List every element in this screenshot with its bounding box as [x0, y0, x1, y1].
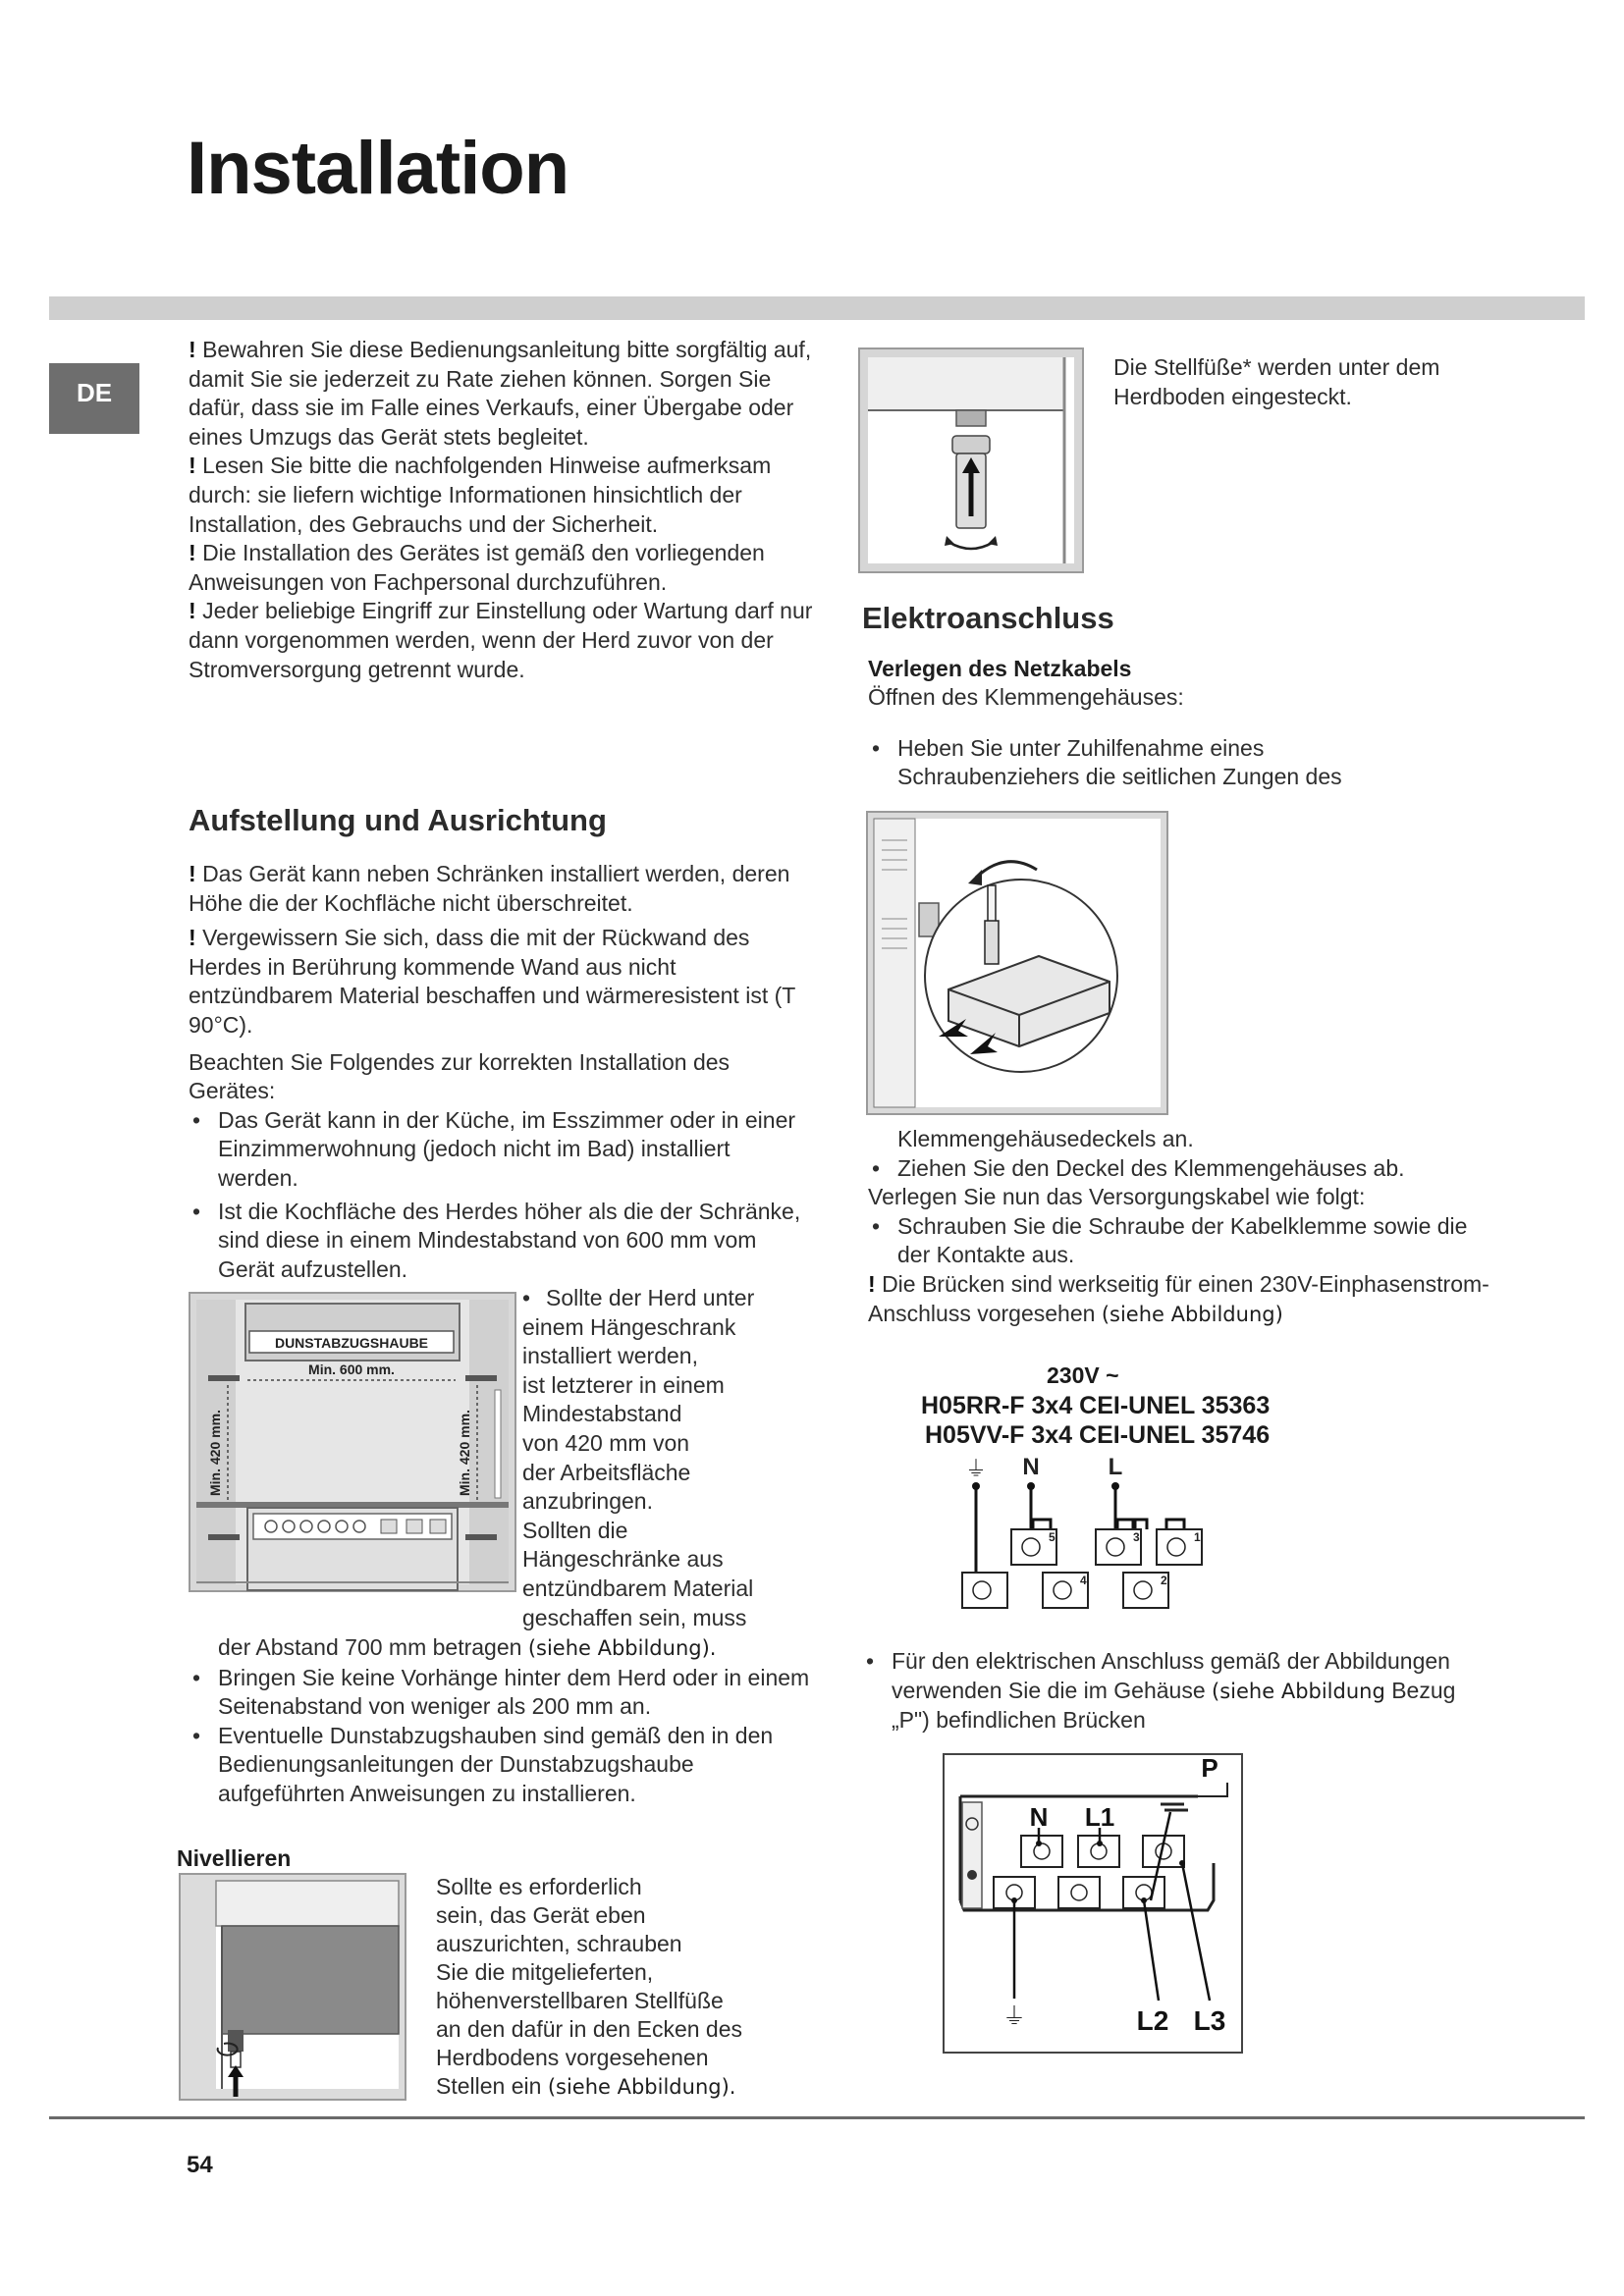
height-label-right: Min. 420 mm.	[457, 1410, 472, 1496]
terminal-number: 3	[1133, 1530, 1140, 1544]
bullet-line: einem Hängeschrank	[522, 1313, 736, 1340]
earth-symbol: ⏚	[964, 1458, 988, 1482]
bullet-hanging-cabinet	[522, 1284, 817, 1632]
heading-electric: Elektroanschluss	[862, 601, 1114, 635]
terminal-block-diagram	[952, 1451, 1237, 1631]
heading-cable: Verlegen des Netzkabels	[868, 656, 1132, 681]
warning-paragraph: ! Die Installation des Gerätes ist gemäß den vorliegenden Anweisungen von Fachpersonal durchzuführen.	[189, 540, 765, 595]
warning-paragraph: ! Lesen Sie bitte die nachfolgenden Hinweise aufmerksam durch: sie liefern wichtige Informationen hinsichtlich der Installation, des Gebrauchs und der Sicherheit.	[189, 453, 772, 537]
bullet-line: • Sollte der Herd unter	[522, 1285, 755, 1310]
setup-section-cont	[189, 1633, 827, 1809]
bullet-line: ist letzterer in einem	[522, 1371, 725, 1398]
bridge-connection-diagram	[943, 1753, 1243, 2054]
electric-steps	[868, 1125, 1496, 1329]
hood-label: DUNSTABZUGSHAUBE	[274, 1335, 429, 1351]
warning-paragraph: ! Bewahren Sie diese Bedienungsanleitung bitte sorgfältig auf, damit Sie sie jederzeit zu Rate ziehen können. Sorgen Sie dafür, dass sie im Falle eines Verkaufs, einer Übergabe oder eines Umzugs das Gerät stets begleitet.	[189, 337, 812, 450]
route-intro: Verlegen Sie nun das Versorgungskabel wie folgt:	[868, 1184, 1366, 1210]
bullet-line: Sollten die	[522, 1517, 628, 1543]
leveling-line: Sollte es erforderlich	[436, 1874, 642, 1899]
intro-warnings	[189, 336, 817, 684]
bullet-line: von 420 mm von	[522, 1429, 690, 1456]
hood-clearance-figure	[189, 1292, 516, 1592]
height-label-left: Min. 420 mm.	[207, 1410, 223, 1496]
setup-warning: ! Vergewissern Sie sich, dass die mit der Rückwand des Herdes in Berührung kommende Wand aus nicht entzündbarem Material beschaffen und wärmeresistent ist (T 90°C).	[189, 925, 795, 1038]
terminal-number: 4	[1080, 1574, 1087, 1587]
leveling-figure	[179, 1873, 406, 2101]
feet-text: Die Stellfüße* werden unter dem Herdboden eingesteckt.	[1113, 354, 1440, 409]
setup-note: Beachten Sie Folgendes zur korrekten Installation des Gerätes:	[189, 1048, 731, 1104]
bridge-l3-label: L3	[1193, 2005, 1226, 2036]
foot-insert-figure	[858, 347, 1084, 573]
spec-cable-2: H05VV-F 3x4 CEI-UNEL 35746	[925, 1421, 1271, 1449]
spec-cable-1: H05RR-F 3x4 CEI-UNEL 35363	[921, 1392, 1271, 1419]
bullet-line: installiert werden,	[522, 1343, 698, 1369]
spec-voltage: 230V ~	[1047, 1362, 1119, 1388]
bullet-line: entzündbarem Material	[522, 1575, 754, 1601]
list-item: • Bringen Sie keine Vorhänge hinter dem Herd oder in einem Seitenabstand von weniger als 200 mm an.	[189, 1664, 827, 1722]
bridge-n-label: N	[1029, 1802, 1049, 1832]
bridge-l1-label: L1	[1084, 1802, 1115, 1832]
page-number: 54	[187, 2152, 213, 2178]
warning-paragraph: ! Jeder beliebige Eingriff zur Einstellung oder Wartung darf nur dann vorgenommen werden, wenn der Herd zuvor von der Stromversorgung getrennt wurde.	[189, 598, 813, 682]
electric-intro	[868, 683, 1418, 792]
header-rule	[49, 296, 1585, 320]
bullet-end: der Abstand 700 mm betragen (siehe Abbildung).	[218, 1634, 717, 1660]
width-label: Min. 600 mm.	[308, 1362, 395, 1377]
setup-section	[189, 860, 807, 1284]
neutral-label: N	[1022, 1454, 1040, 1480]
leveling-line: Stellen ein (siehe Abbildung).	[436, 2073, 736, 2099]
bullet-line: Mindestabstand	[522, 1401, 682, 1427]
terminal-number: 5	[1049, 1530, 1056, 1544]
terminal-number: 1	[1194, 1530, 1201, 1544]
list-item: • Schrauben Sie die Schraube der Kabelklemme sowie die der Kontakte aus.	[868, 1212, 1496, 1270]
bridge-earth-symbol: ⏚	[1002, 2002, 1026, 2030]
list-item: • Ziehen Sie den Deckel des Klemmengehäuses ab.	[868, 1154, 1496, 1184]
bullet-line: der Arbeitsfläche	[522, 1459, 691, 1485]
leveling-text	[436, 1873, 819, 2102]
list-item: • Heben Sie unter Zuhilfenahme eines Schraubenziehers die seitlichen Zungen des	[868, 734, 1418, 792]
terminal-housing-figure	[866, 811, 1168, 1115]
list-item: • Ist die Kochfläche des Herdes höher als die der Schränke, sind diese in einem Mindestabstand von 600 mm vom Gerät aufzustellen.	[189, 1198, 807, 1285]
list-item: • Eventuelle Dunstabzugshauben sind gemäß den in den Bedienungsanleitungen der Dunstabzugshaube aufgeführten Anweisungen zu installieren.	[189, 1722, 827, 1809]
bullet-line: anzubringen.	[522, 1488, 653, 1515]
leveling-line: Herdbodens vorgesehenen	[436, 2045, 709, 2070]
bullet-line: Hängeschränke aus	[522, 1546, 724, 1573]
heading-level: Nivellieren	[177, 1845, 292, 1871]
setup-warning: ! Das Gerät kann neben Schränken installiert werden, deren Höhe die der Kochfläche nicht überschreitet.	[189, 861, 790, 916]
leveling-line: auszurichten, schrauben	[436, 1931, 682, 1956]
language-tab: DE	[49, 363, 139, 434]
line-label: L	[1108, 1454, 1123, 1480]
leveling-line: sein, das Gerät eben	[436, 1902, 646, 1928]
terminal-number: 2	[1161, 1574, 1167, 1587]
list-item: • Für den elektrischen Anschluss gemäß der Abbildungen verwenden Sie die im Gehäuse (siehe Abbildung Bezug „P") befindlichen Brücken	[862, 1647, 1471, 1735]
list-item: • Das Gerät kann in der Küche, im Esszimmer oder in einer Einzimmerwohnung (jedoch nicht im Bad) installiert werden.	[189, 1106, 807, 1194]
bullet-line: geschaffen sein, muss	[522, 1604, 747, 1630]
leveling-line: an den dafür in den Ecken des	[436, 2016, 743, 2042]
footer-rule	[49, 2116, 1585, 2119]
connect-instructions	[862, 1647, 1471, 1735]
leveling-line: höhenverstellbaren Stellfüße	[436, 1988, 724, 2013]
leveling-line: Sie die mitgelieferten,	[436, 1959, 654, 1985]
lift-continuation: Klemmengehäusedeckels an.	[897, 1126, 1194, 1151]
bridge-p-label: P	[1201, 1753, 1218, 1783]
open-housing-text: Öffnen des Klemmengehäuses:	[868, 684, 1184, 710]
heading-setup: Aufstellung und Ausrichtung	[189, 803, 607, 837]
bridges-text: ! Die Brücken sind werkseitig für einen 230V-Einphasenstrom-Anschluss vorgesehen (siehe Abbildung)	[868, 1270, 1489, 1326]
bridge-l2-label: L2	[1136, 2005, 1169, 2036]
page-title: Installation	[187, 127, 569, 210]
